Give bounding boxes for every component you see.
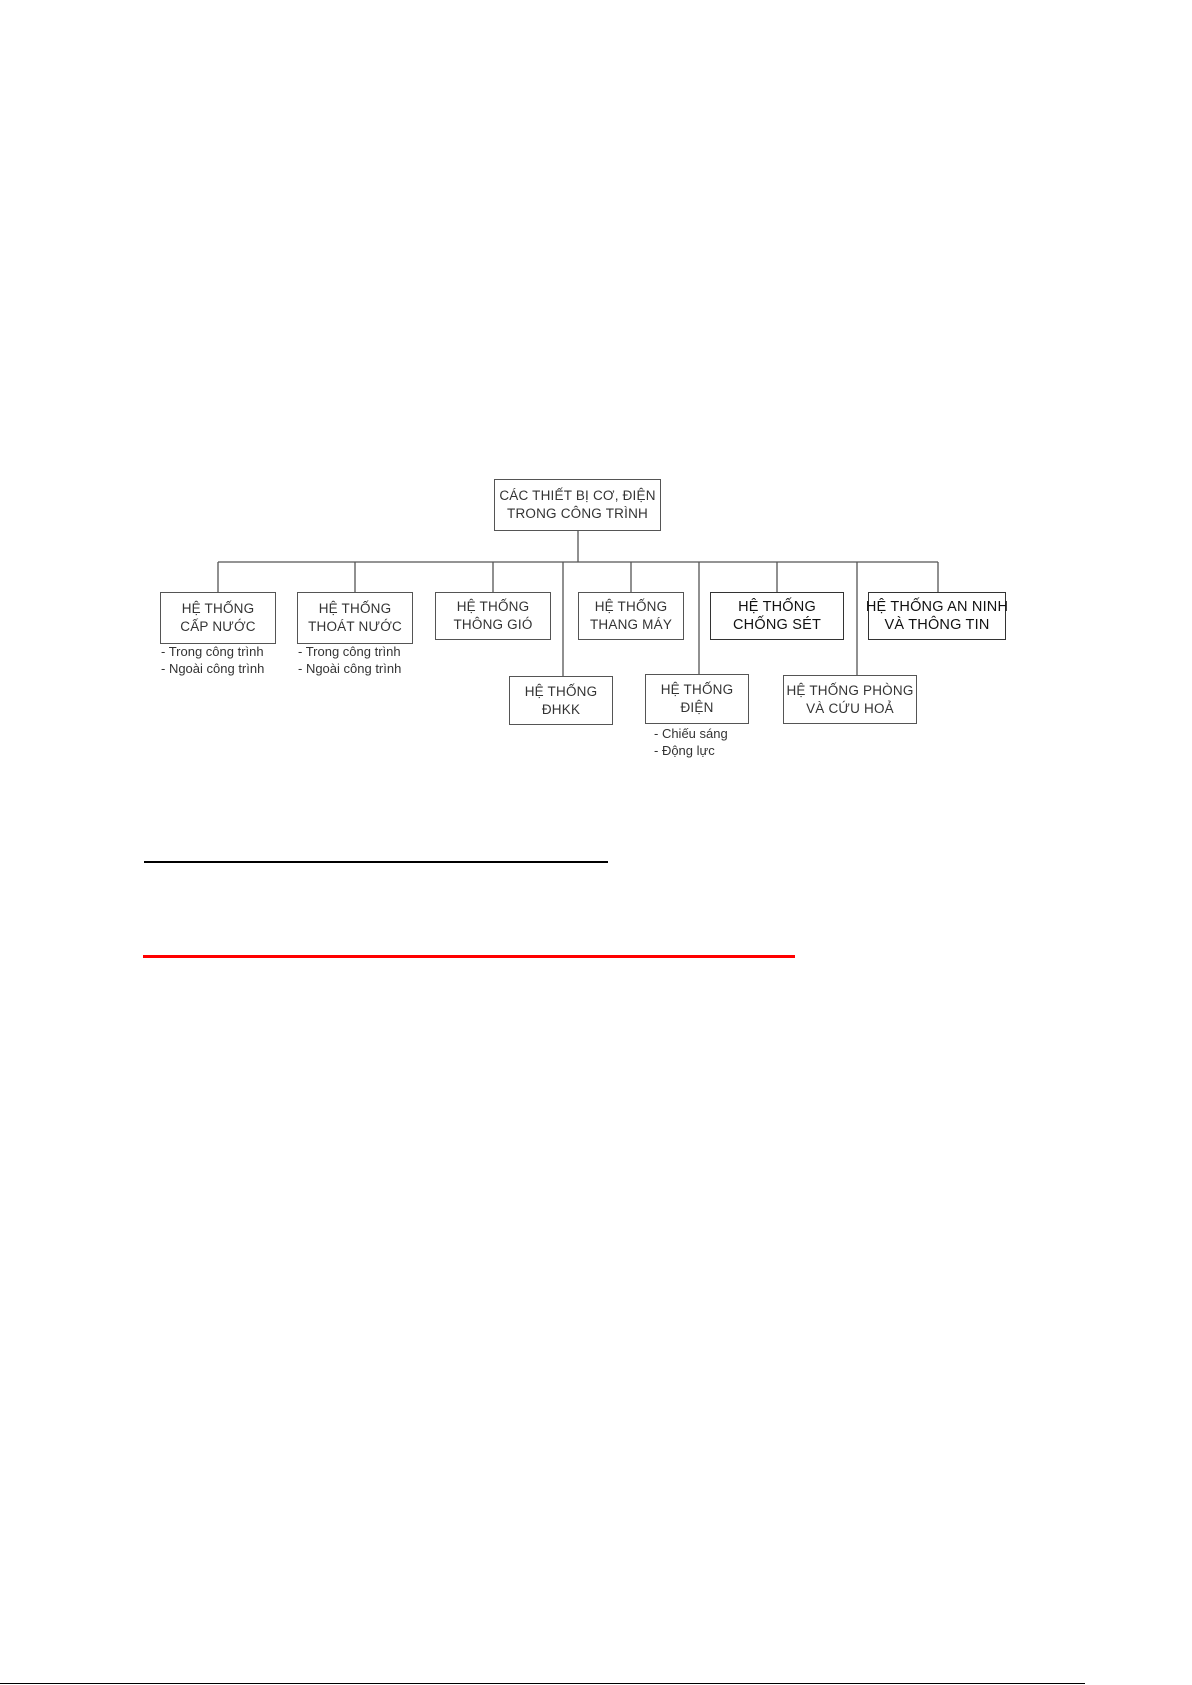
node-thang-may <box>578 592 684 640</box>
node-thang-may-line2: THANG MÁY <box>589 617 673 632</box>
node-thang-may-line1: HỆ THỐNG <box>594 599 668 614</box>
node-dhkk-line2: ĐHKK <box>541 701 581 717</box>
node-dhkk <box>509 676 613 725</box>
node-chong-set <box>710 592 844 640</box>
root-node-line1: CÁC THIẾT BỊ CƠ, ĐIỆN <box>499 488 656 503</box>
note-cap-nuoc-item: - Ngoài công trình <box>161 661 265 676</box>
note-thoat-nuoc <box>298 643 401 677</box>
node-thoat-nuoc <box>297 592 413 644</box>
node-dhkk-line1: HỆ THỐNG <box>524 683 598 699</box>
node-thoat-nuoc-line2: THOÁT NƯỚC <box>308 619 402 634</box>
node-dien-line1: HỆ THỐNG <box>660 682 734 697</box>
root-node <box>494 479 661 531</box>
node-thoat-nuoc-line1: HỆ THỐNG <box>318 601 392 616</box>
root-node-line2: TRONG CÔNG TRÌNH <box>507 506 648 521</box>
node-thong-gio-line1: HỆ THỐNG <box>456 599 530 614</box>
node-chong-set-line1: HỆ THỐNG <box>738 599 816 615</box>
node-chong-set-line2: CHỐNG SÉT <box>733 617 821 633</box>
red-rule <box>143 955 795 958</box>
black-rule <box>144 861 608 863</box>
node-cap-nuoc <box>160 592 276 644</box>
node-an-ninh-line2: VÀ THÔNG TIN <box>884 617 990 633</box>
note-thoat-nuoc-item: - Ngoài công trình <box>298 661 402 676</box>
node-phong-chay <box>783 675 917 724</box>
page-bottom-border <box>0 1683 1085 1684</box>
note-dien-item: - Động lực <box>654 743 715 758</box>
note-thoat-nuoc-item: - Trong công trình <box>298 644 401 659</box>
note-dien <box>654 725 728 759</box>
node-dien-line2: ĐIỆN <box>680 700 714 715</box>
node-thong-gio-line2: THÔNG GIÓ <box>453 617 533 632</box>
node-dien <box>645 674 749 724</box>
node-cap-nuoc-line1: HỆ THỐNG <box>181 601 255 616</box>
node-an-ninh-line1: HỆ THỐNG AN NINH <box>865 599 1009 615</box>
node-cap-nuoc-line2: CẤP NƯỚC <box>180 619 256 634</box>
note-cap-nuoc <box>161 643 264 677</box>
note-dien-item: - Chiếu sáng <box>654 726 728 741</box>
node-thong-gio <box>435 592 551 640</box>
note-cap-nuoc-item: - Trong công trình <box>161 644 264 659</box>
node-phong-chay-line2: VÀ CỨU HOẢ <box>806 700 894 716</box>
node-phong-chay-line1: HỆ THỐNG PHÒNG <box>786 682 914 698</box>
node-an-ninh <box>865 592 1009 640</box>
